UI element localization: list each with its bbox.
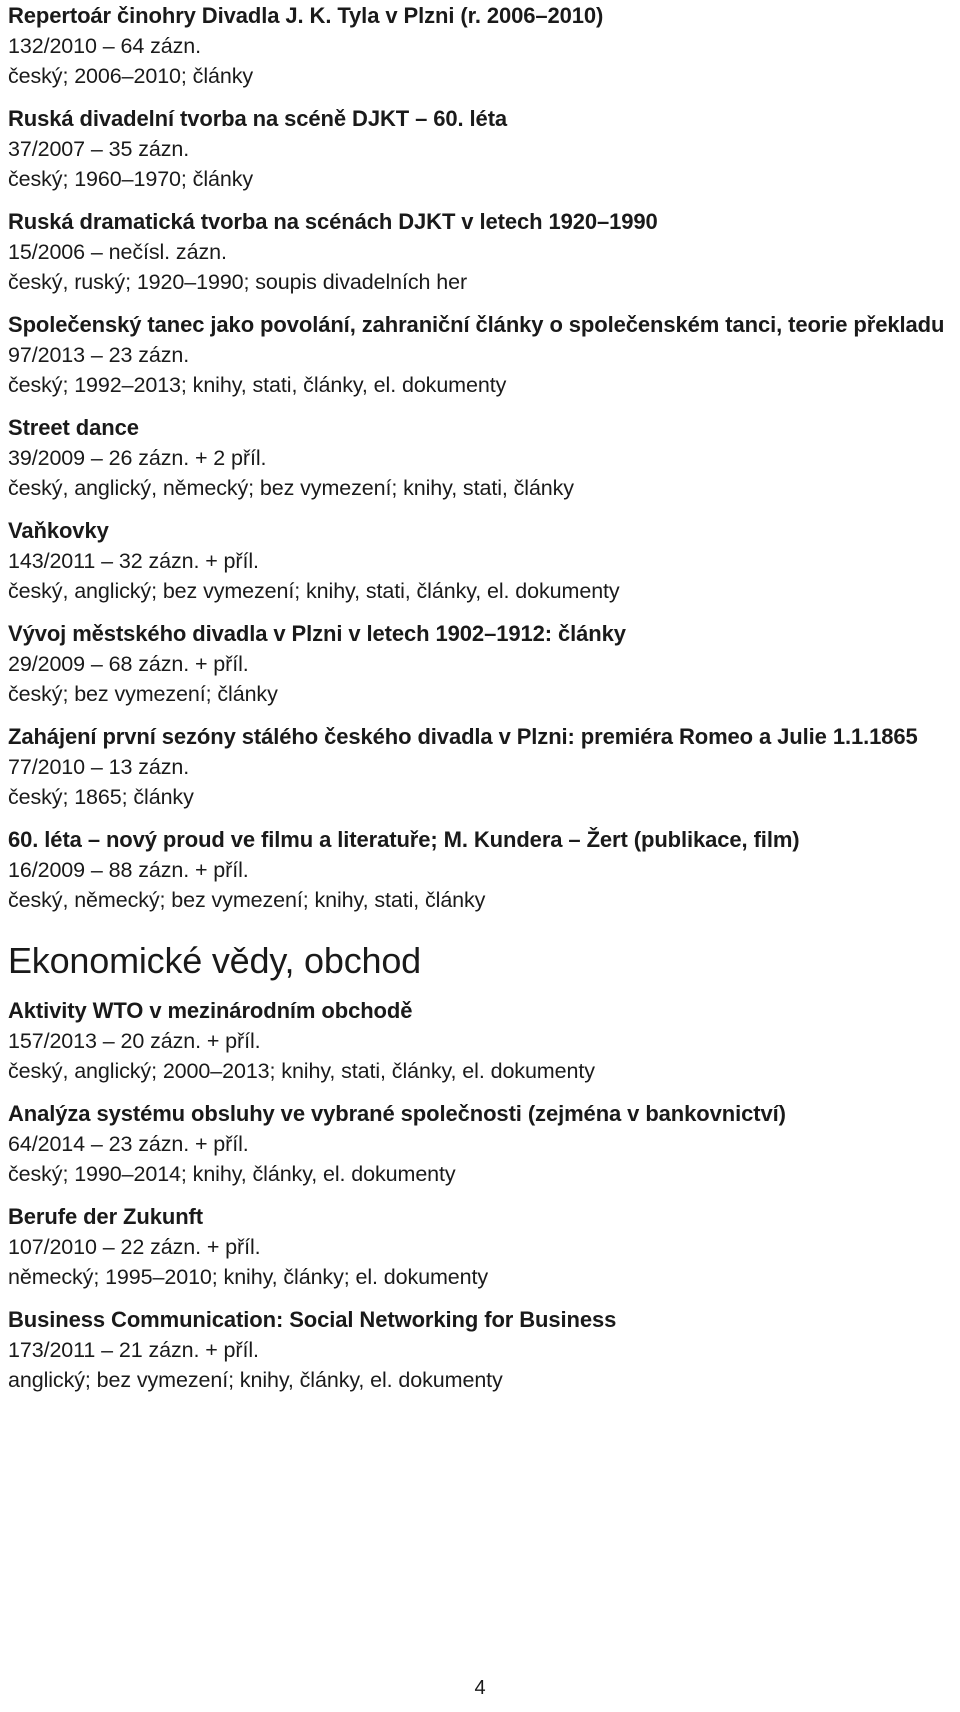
- entry-details: anglický; bez vymezení; knihy, články, el. dokumenty: [8, 1368, 503, 1392]
- entry-details: český, anglický; bez vymezení; knihy, stati, články, el. dokumenty: [8, 579, 620, 603]
- section-heading: Ekonomické vědy, obchod: [8, 940, 421, 981]
- entry-details: český, anglický; 2000–2013; knihy, stati, články, el. dokumenty: [8, 1059, 595, 1083]
- entry-title: Aktivity WTO v mezinárodním obchodě: [8, 998, 413, 1023]
- entry-count: 64/2014 – 23 zázn. + příl.: [8, 1132, 249, 1156]
- entry-details: český; 1990–2014; knihy, články, el. dokumenty: [8, 1162, 456, 1186]
- entry-details: český, ruský; 1920–1990; soupis divadelních her: [8, 270, 468, 294]
- list-item: [8, 515, 953, 606]
- entry-details: český; bez vymezení; články: [8, 682, 278, 706]
- entry-title: Repertoár činohry Divadla J. K. Tyla v Plzni (r. 2006–2010): [8, 3, 604, 28]
- list-item: [8, 824, 953, 915]
- entry-title: Street dance: [8, 415, 139, 440]
- list-item: [8, 1201, 953, 1292]
- entry-title: Společenský tanec jako povolání, zahraniční články o společenském tanci, teorie překladu: [8, 312, 945, 337]
- entry-details: německý; 1995–2010; knihy, články; el. dokumenty: [8, 1265, 489, 1289]
- list-item: [8, 103, 953, 194]
- entry-title: Ruská dramatická tvorba na scénách DJKT v letech 1920–1990: [8, 209, 658, 234]
- entry-count: 15/2006 – nečísl. zázn.: [8, 240, 227, 264]
- entry-count: 107/2010 – 22 zázn. + příl.: [8, 1235, 261, 1259]
- list-item: [8, 309, 953, 400]
- page-number: 4: [474, 1677, 486, 1699]
- entry-details: český, německý; bez vymezení; knihy, stati, články: [8, 888, 486, 912]
- entry-title: Analýza systému obsluhy ve vybrané společnosti (zejména v bankovnictví): [8, 1101, 786, 1126]
- entry-count: 16/2009 – 88 zázn. + příl.: [8, 858, 249, 882]
- entry-details: český; 1960–1970; články: [8, 167, 254, 191]
- entry-count: 143/2011 – 32 zázn. + příl.: [8, 549, 259, 573]
- list-item: [8, 206, 953, 297]
- entry-title: 60. léta – nový proud ve filmu a literatuře; M. Kundera – Žert (publikace, film): [8, 827, 800, 852]
- entry-details: český; 2006–2010; články: [8, 64, 254, 88]
- list-item: [8, 0, 953, 91]
- entry-count: 97/2013 – 23 zázn.: [8, 343, 190, 367]
- list-item: [8, 1098, 953, 1189]
- entry-details: český, anglický, německý; bez vymezení; knihy, stati, články: [8, 476, 574, 500]
- entry-count: 157/2013 – 20 zázn. + příl.: [8, 1029, 261, 1053]
- entry-title: Vývoj městského divadla v Plzni v letech 1902–1912: články: [8, 621, 626, 646]
- entry-title: Business Communication: Social Networking for Business: [8, 1307, 617, 1332]
- list-item: [8, 1304, 953, 1395]
- entry-title: Zahájení první sezóny stálého českého divadla v Plzni: premiéra Romeo a Julie 1.1.1865: [8, 724, 918, 749]
- entry-count: 39/2009 – 26 zázn. + 2 příl.: [8, 446, 267, 470]
- list-item: [8, 721, 953, 812]
- list-item: [8, 618, 953, 709]
- entry-count: 77/2010 – 13 zázn.: [8, 755, 190, 779]
- list-item: [8, 412, 953, 503]
- entry-count: 29/2009 – 68 zázn. + příl.: [8, 652, 249, 676]
- entry-title: Vaňkovky: [8, 518, 109, 543]
- list-item: [8, 995, 953, 1086]
- entry-details: český; 1992–2013; knihy, stati, články, el. dokumenty: [8, 373, 507, 397]
- entry-count: 37/2007 – 35 zázn.: [8, 137, 190, 161]
- entry-count: 173/2011 – 21 zázn. + příl.: [8, 1338, 259, 1362]
- entry-count: 132/2010 – 64 zázn.: [8, 34, 201, 58]
- entry-details: český; 1865; články: [8, 785, 194, 809]
- entry-title: Berufe der Zukunft: [8, 1204, 203, 1229]
- entry-title: Ruská divadelní tvorba na scéně DJKT – 60. léta: [8, 106, 508, 131]
- document-page: [8, 0, 953, 1407]
